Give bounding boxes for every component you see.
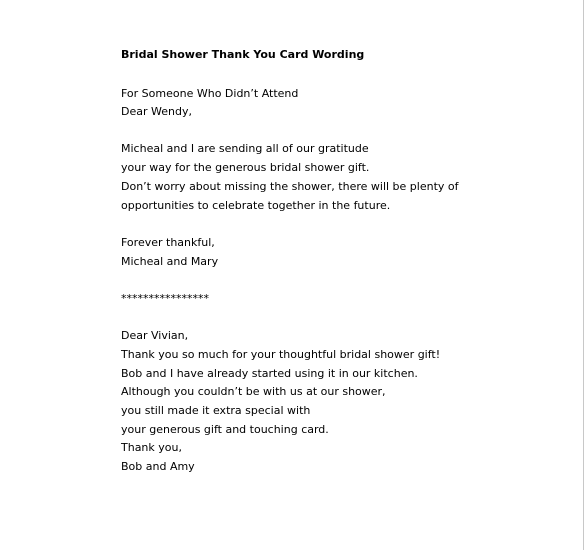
card2-body-line: you still made it extra special with <box>121 404 311 417</box>
card2-body-line: Although you couldn’t be with us at our shower, <box>121 385 386 398</box>
card2-greeting: Dear Vivian, <box>121 329 189 342</box>
card1-heading: For Someone Who Didn’t Attend <box>121 87 299 100</box>
card1-body-line: Don’t worry about missing the shower, there will be plenty of <box>121 180 459 193</box>
card2-body-line: Thank you so much for your thoughtful bridal shower gift! <box>121 348 441 361</box>
document-title: Bridal Shower Thank You Card Wording <box>121 48 365 61</box>
separator: **************** <box>121 292 209 305</box>
card1-greeting: Dear Wendy, <box>121 105 192 118</box>
card2-body-line: your generous gift and touching card. <box>121 423 329 436</box>
card2-body-line: Bob and I have already started using it in our kitchen. <box>121 367 418 380</box>
card1-body-line: opportunities to celebrate together in the future. <box>121 199 391 212</box>
card1-signature: Micheal and Mary <box>121 255 219 268</box>
card1-body-line: your way for the generous bridal shower gift. <box>121 161 370 174</box>
card1-closing: Forever thankful, <box>121 236 215 249</box>
card1-body-line: Micheal and I are sending all of our gratitude <box>121 142 369 155</box>
card2-closing: Thank you, <box>121 441 182 454</box>
card2-signature: Bob and Amy <box>121 460 195 473</box>
